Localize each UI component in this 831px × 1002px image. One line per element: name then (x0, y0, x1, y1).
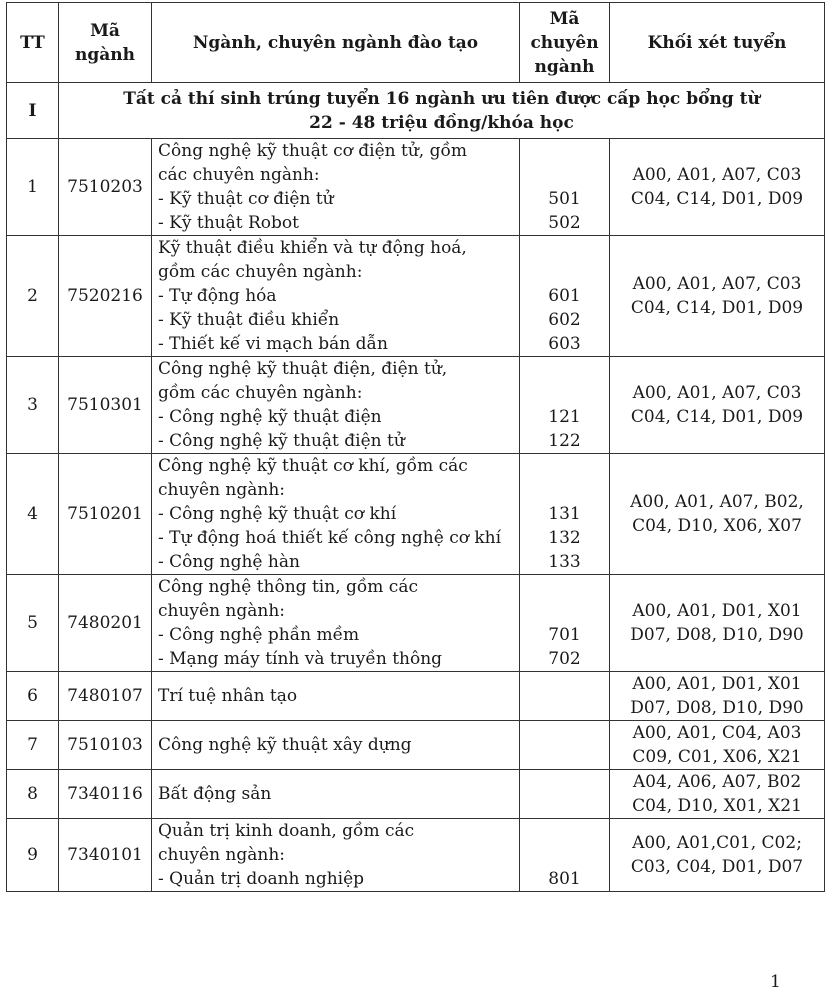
specialization-code: 133 (548, 552, 581, 572)
table-row (7, 819, 825, 892)
row-major-name (152, 575, 520, 672)
exam-block-line: C09, C01, X06, X21 (632, 747, 802, 767)
row-specialization-codes (520, 357, 610, 454)
row-specialization-codes (520, 721, 610, 770)
row-exam-blocks (610, 770, 825, 819)
table-row (7, 575, 825, 672)
row-major-name (152, 721, 520, 770)
header-nganh: Ngành, chuyên ngành đào tạo (152, 3, 520, 83)
specialization-code (524, 599, 605, 623)
header-ma-chuyen-nganh: Mã chuyên ngành (520, 3, 610, 83)
row-specialization-codes (520, 575, 610, 672)
exam-block-line: C04, D10, X01, X21 (632, 796, 802, 816)
group-title-line2: 22 - 48 triệu đồng/khóa học (309, 112, 574, 133)
row-tt: 8 (7, 770, 59, 819)
table-row (7, 672, 825, 721)
row-major-name (152, 139, 520, 236)
specialization-code: 501 (548, 189, 581, 209)
major-title: Quản trị kinh doanh, gồm các (158, 821, 415, 841)
exam-block-line: C04, C14, D01, D09 (630, 407, 804, 427)
row-exam-blocks (610, 236, 825, 357)
major-title: Công nghệ kỹ thuật xây dựng (158, 735, 412, 755)
exam-block-line: A00, A01, D01, X01 (632, 601, 802, 621)
major-line: - Quản trị doanh nghiệp (158, 869, 365, 889)
exam-block-line: C03, C04, D01, D07 (630, 857, 804, 877)
row-exam-blocks (610, 672, 825, 721)
major-line: - Công nghệ kỹ thuật cơ khí (158, 504, 397, 524)
major-title: Bất động sản (158, 784, 272, 804)
specialization-code: 131 (548, 504, 581, 524)
major-line: - Thiết kế vi mạch bán dẫn (158, 334, 388, 354)
specialization-code: 121 (548, 407, 581, 427)
header-tt: TT (7, 3, 59, 83)
header-ma-nganh: Mã ngành (59, 3, 152, 83)
specialization-code (524, 454, 605, 478)
row-tt: 1 (7, 139, 59, 236)
exam-block-line: C04, C14, D01, D09 (630, 189, 804, 209)
row-specialization-codes (520, 672, 610, 721)
specialization-code (524, 745, 605, 769)
major-title: Công nghệ kỹ thuật cơ điện tử, gồm (158, 141, 468, 161)
specialization-code (524, 575, 605, 599)
group-tt: I (7, 83, 59, 139)
specialization-code: 502 (548, 213, 581, 233)
specialization-code: 801 (548, 869, 581, 889)
exam-block-line: D07, D08, D10, D90 (630, 698, 804, 718)
major-line: - Kỹ thuật Robot (158, 213, 299, 233)
specialization-code: 132 (548, 528, 581, 548)
major-line: gồm các chuyên ngành: (158, 383, 363, 403)
exam-block-line: A00, A01, A07, B02, (630, 492, 804, 512)
row-major-code: 7340116 (59, 770, 152, 819)
major-line: - Công nghệ kỹ thuật điện tử (158, 431, 405, 451)
row-major-code: 7480107 (59, 672, 152, 721)
major-line: chuyên ngành: (158, 601, 286, 621)
row-major-code: 7340101 (59, 819, 152, 892)
specialization-code: 122 (548, 431, 581, 451)
major-line: - Kỹ thuật điều khiển (158, 310, 340, 330)
row-exam-blocks (610, 139, 825, 236)
specialization-code: 701 (548, 625, 581, 645)
major-title: Công nghệ thông tin, gồm các (158, 577, 418, 597)
specialization-code (524, 819, 605, 843)
group-row (7, 83, 825, 139)
major-line: các chuyên ngành: (158, 165, 320, 185)
specialization-code: 603 (548, 334, 581, 354)
row-tt: 9 (7, 819, 59, 892)
table-row (7, 721, 825, 770)
specialization-code (524, 696, 605, 720)
exam-block-line: A00, A01, C04, A03 (632, 723, 802, 743)
specialization-code: 601 (548, 286, 581, 306)
major-line: - Công nghệ hàn (158, 552, 300, 572)
major-line: - Công nghệ kỹ thuật điện (158, 407, 382, 427)
major-line: - Tự động hóa (158, 286, 277, 306)
table-row (7, 770, 825, 819)
major-title: Trí tuệ nhân tạo (158, 686, 298, 706)
row-tt: 2 (7, 236, 59, 357)
major-line: - Kỹ thuật cơ điện tử (158, 189, 334, 209)
header-row (7, 3, 825, 83)
specialization-code (524, 794, 605, 818)
exam-block-line: C04, C14, D01, D09 (630, 298, 804, 318)
row-major-code: 7510301 (59, 357, 152, 454)
row-specialization-codes (520, 236, 610, 357)
page-number: 1 (770, 972, 781, 992)
exam-block-line: A00, A01, A07, C03 (632, 274, 802, 294)
specialization-code (524, 381, 605, 405)
row-exam-blocks (610, 721, 825, 770)
major-line: - Tự động hoá thiết kế công nghệ cơ khí (158, 528, 502, 548)
row-specialization-codes (520, 139, 610, 236)
exam-block-line: A00, A01,C01, C02; (632, 833, 802, 853)
admissions-table (6, 2, 825, 892)
row-exam-blocks (610, 819, 825, 892)
specialization-code (524, 139, 605, 163)
major-title: Công nghệ kỹ thuật điện, điện tử, (158, 359, 448, 379)
major-title: Kỹ thuật điều khiển và tự động hoá, (158, 238, 467, 258)
group-title (59, 83, 825, 139)
exam-block-line: C04, D10, X06, X07 (632, 516, 802, 536)
major-line: - Mạng máy tính và truyền thông (158, 649, 443, 669)
row-major-name (152, 672, 520, 721)
row-specialization-codes (520, 819, 610, 892)
row-tt: 6 (7, 672, 59, 721)
major-line: chuyên ngành: (158, 480, 286, 500)
row-exam-blocks (610, 357, 825, 454)
row-tt: 4 (7, 454, 59, 575)
row-tt: 3 (7, 357, 59, 454)
table-row (7, 357, 825, 454)
table-row (7, 139, 825, 236)
row-major-name (152, 770, 520, 819)
row-major-code: 7510103 (59, 721, 152, 770)
row-major-name (152, 819, 520, 892)
row-major-code: 7510203 (59, 139, 152, 236)
specialization-code: 602 (548, 310, 581, 330)
row-major-code: 7480201 (59, 575, 152, 672)
specialization-code (524, 260, 605, 284)
major-line: chuyên ngành: (158, 845, 286, 865)
specialization-code (524, 357, 605, 381)
exam-block-line: A00, A01, A07, C03 (632, 165, 802, 185)
exam-block-line: A04, A06, A07, B02 (632, 772, 802, 792)
exam-block-line: A00, A01, D01, X01 (632, 674, 802, 694)
row-major-code: 7510201 (59, 454, 152, 575)
row-major-name (152, 236, 520, 357)
specialization-code (524, 843, 605, 867)
specialization-code: 702 (548, 649, 581, 669)
row-exam-blocks (610, 454, 825, 575)
row-major-name (152, 454, 520, 575)
table-row (7, 454, 825, 575)
table-row (7, 236, 825, 357)
specialization-code (524, 478, 605, 502)
row-specialization-codes (520, 770, 610, 819)
row-exam-blocks (610, 575, 825, 672)
major-title: Công nghệ kỹ thuật cơ khí, gồm các (158, 456, 468, 476)
group-title-line1: Tất cả thí sinh trúng tuyển 16 ngành ưu tiên được cấp học bổng từ (123, 88, 760, 109)
major-line: - Công nghệ phần mềm (158, 625, 360, 645)
row-major-name (152, 357, 520, 454)
exam-block-line: D07, D08, D10, D90 (630, 625, 804, 645)
major-line: gồm các chuyên ngành: (158, 262, 363, 282)
row-tt: 5 (7, 575, 59, 672)
specialization-code (524, 236, 605, 260)
row-specialization-codes (520, 454, 610, 575)
row-major-code: 7520216 (59, 236, 152, 357)
row-tt: 7 (7, 721, 59, 770)
exam-block-line: A00, A01, A07, C03 (632, 383, 802, 403)
specialization-code (524, 163, 605, 187)
header-khoi: Khối xét tuyển (610, 3, 825, 83)
